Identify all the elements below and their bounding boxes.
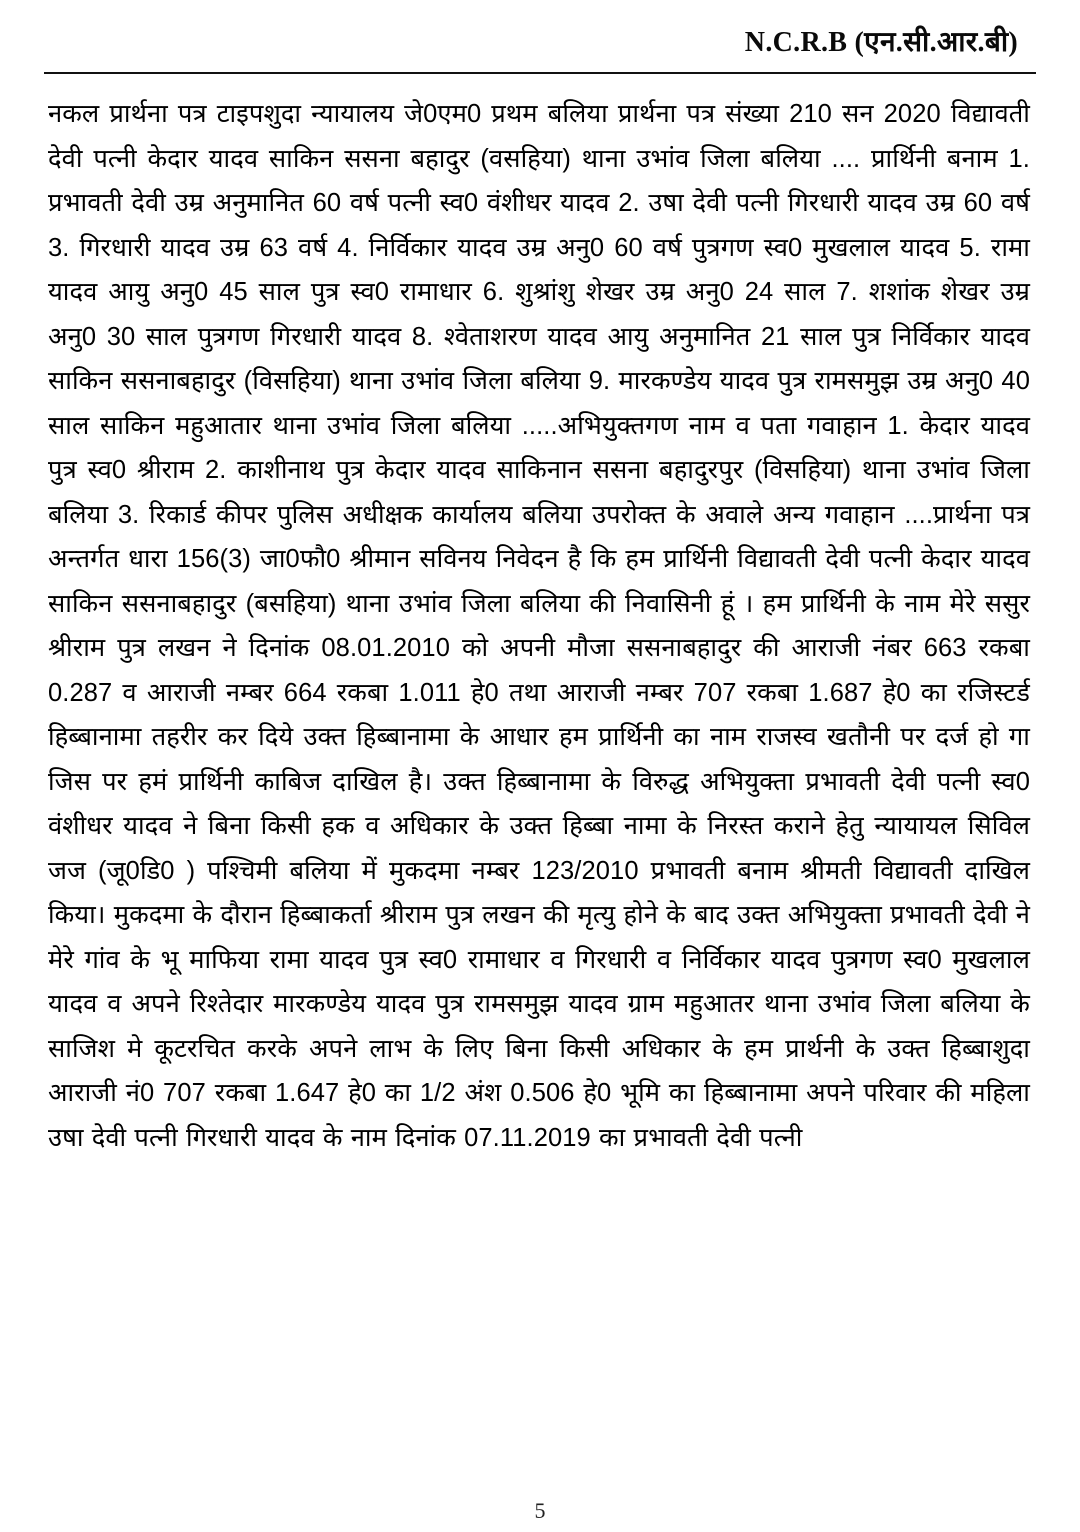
header-title: N.C.R.B (एन.सी.आर.बी) (744, 27, 1018, 58)
body-paragraph: नकल प्रार्थना पत्र टाइपशुदा न्यायालय जे0एम0 प्रथम बलिया प्रार्थना पत्र संख्या 210 सन 2020 विद्यावती देवी पत्नी केदार यादव साकिन ससना बहादुर (वसहिया) थाना उभांव जिला बलिया .... प्रार्थिनी बनाम 1. प्रभावती देवी उम्र अनुमानित 60 वर्ष पत्नी स्व0 वंशीधर यादव 2. उषा देवी पत्नी गिरधारी यादव उम्र 60 वर्ष 3. गिरधारी यादव उम्र 63 वर्ष 4. निर्विकार यादव उम्र अनु0 60 वर्ष पुत्रगण स्व0 मुखलाल यादव 5. रामा यादव आयु अनु0 45 साल पुत्र स्व0 रामाधार 6. शुश्रांशु शेखर उम्र अनु0 24 साल 7. शशांक शेखर उम्र अनु0 30 साल पुत्रगण गिरधारी यादव 8. श्वेताशरण यादव आयु अनुमानित 21 साल पुत्र निर्विकार यादव साकिन ससनाबहादुर (विसहिया) थाना उभांव जिला बलिया 9. मारकण्डेय यादव पुत्र रामसमुझ उम्र अनु0 40 साल साकिन महुआतार थाना उभांव जिला बलिया .....अभियुक्तगण नाम व पता गवाहान 1. केदार यादव पुत्र स्व0 श्रीराम 2. काशीनाथ पुत्र केदार यादव साकिनान ससना बहादुरपुर (विसहिया) थाना उभांव जिला बलिया 3. रिकार्ड कीपर पुलिस अधीक्षक कार्यालय बलिया उपरोक्त के अवाले अन्य गवाहान ....प्रार्थना पत्र अन्तर्गत धारा 156(3) जा0फौ0 श्रीमान सविनय निवेदन है कि हम प्रार्थिनी विद्यावती देवी पत्नी केदार यादव साकिन ससनाबहादुर (बसहिया) थाना उभांव जिला बलिया की निवासिनी हूं । हम प्रार्थिनी के नाम मेरे ससुर श्रीराम पुत्र लखन ने दिनांक 08.01.2010 को अपनी मौजा ससनाबहादुर की आराजी नंबर 663 रकबा 0.287 व आराजी नम्बर 664 रकबा 1.011 हे0 तथा आराजी नम्बर 707 रकबा 1.687 हे0 का रजिस्टर्ड हिब्बानामा तहरीर कर दिये उक्त हिब्बानामा के आधार हम प्रार्थिनी का नाम राजस्व खतौनी पर दर्ज हो गा जिस पर हमं प्रार्थिनी काबिज दाखिल है। उक्त हिब्बानामा के विरुद्ध अभियुक्ता प्रभावती देवी पत्नी स्व0 वंशीधर यादव ने बिना किसी हक व अधिकार के उक्त हिब्बा नामा के निरस्त कराने हेतु न्यायायल सिविल जज (जू0डि0 ) पश्चिमी बलिया में मुकदमा नम्बर 123/2010 प्रभावती बनाम श्रीमती विद्यावती दाखिल किया। मुकदमा के दौरान हिब्बाकर्ता श्रीराम पुत्र लखन की मृत्यु होने के बाद उक्त अभियुक्ता प्रभावती देवी ने मेरे गांव के भू माफिया रामा यादव पुत्र स्व0 रामाधार व गिरधारी व निर्विकार यादव पुत्रगण स्व0 मुखलाल यादव व अपने रिश्तेदार मारकण्डेय यादव पुत्र रामसमुझ यादव ग्राम महुआतर थाना उभांव जिला बलिया के साजिश मे कूटरचित करके अपने लाभ के लिए बिना किसी अधिकार के हम प्रार्थनी के उक्त हिब्बाशुदा आराजी नं0 707 रकबा 1.647 हे0 का 1/2 अंश 0.506 हे0 भूमि का हिब्बानामा अपने परिवार की महिला उषा देवी पत्नी गिरधारी यादव के नाम दिनांक 07.11.2019 का प्रभावती देवी पत्नी (48, 100, 1030, 1152)
page-number: 5 (534, 1498, 546, 1523)
document-body (44, 92, 1036, 1160)
document-header (44, 22, 1036, 60)
header-divider (44, 72, 1036, 74)
